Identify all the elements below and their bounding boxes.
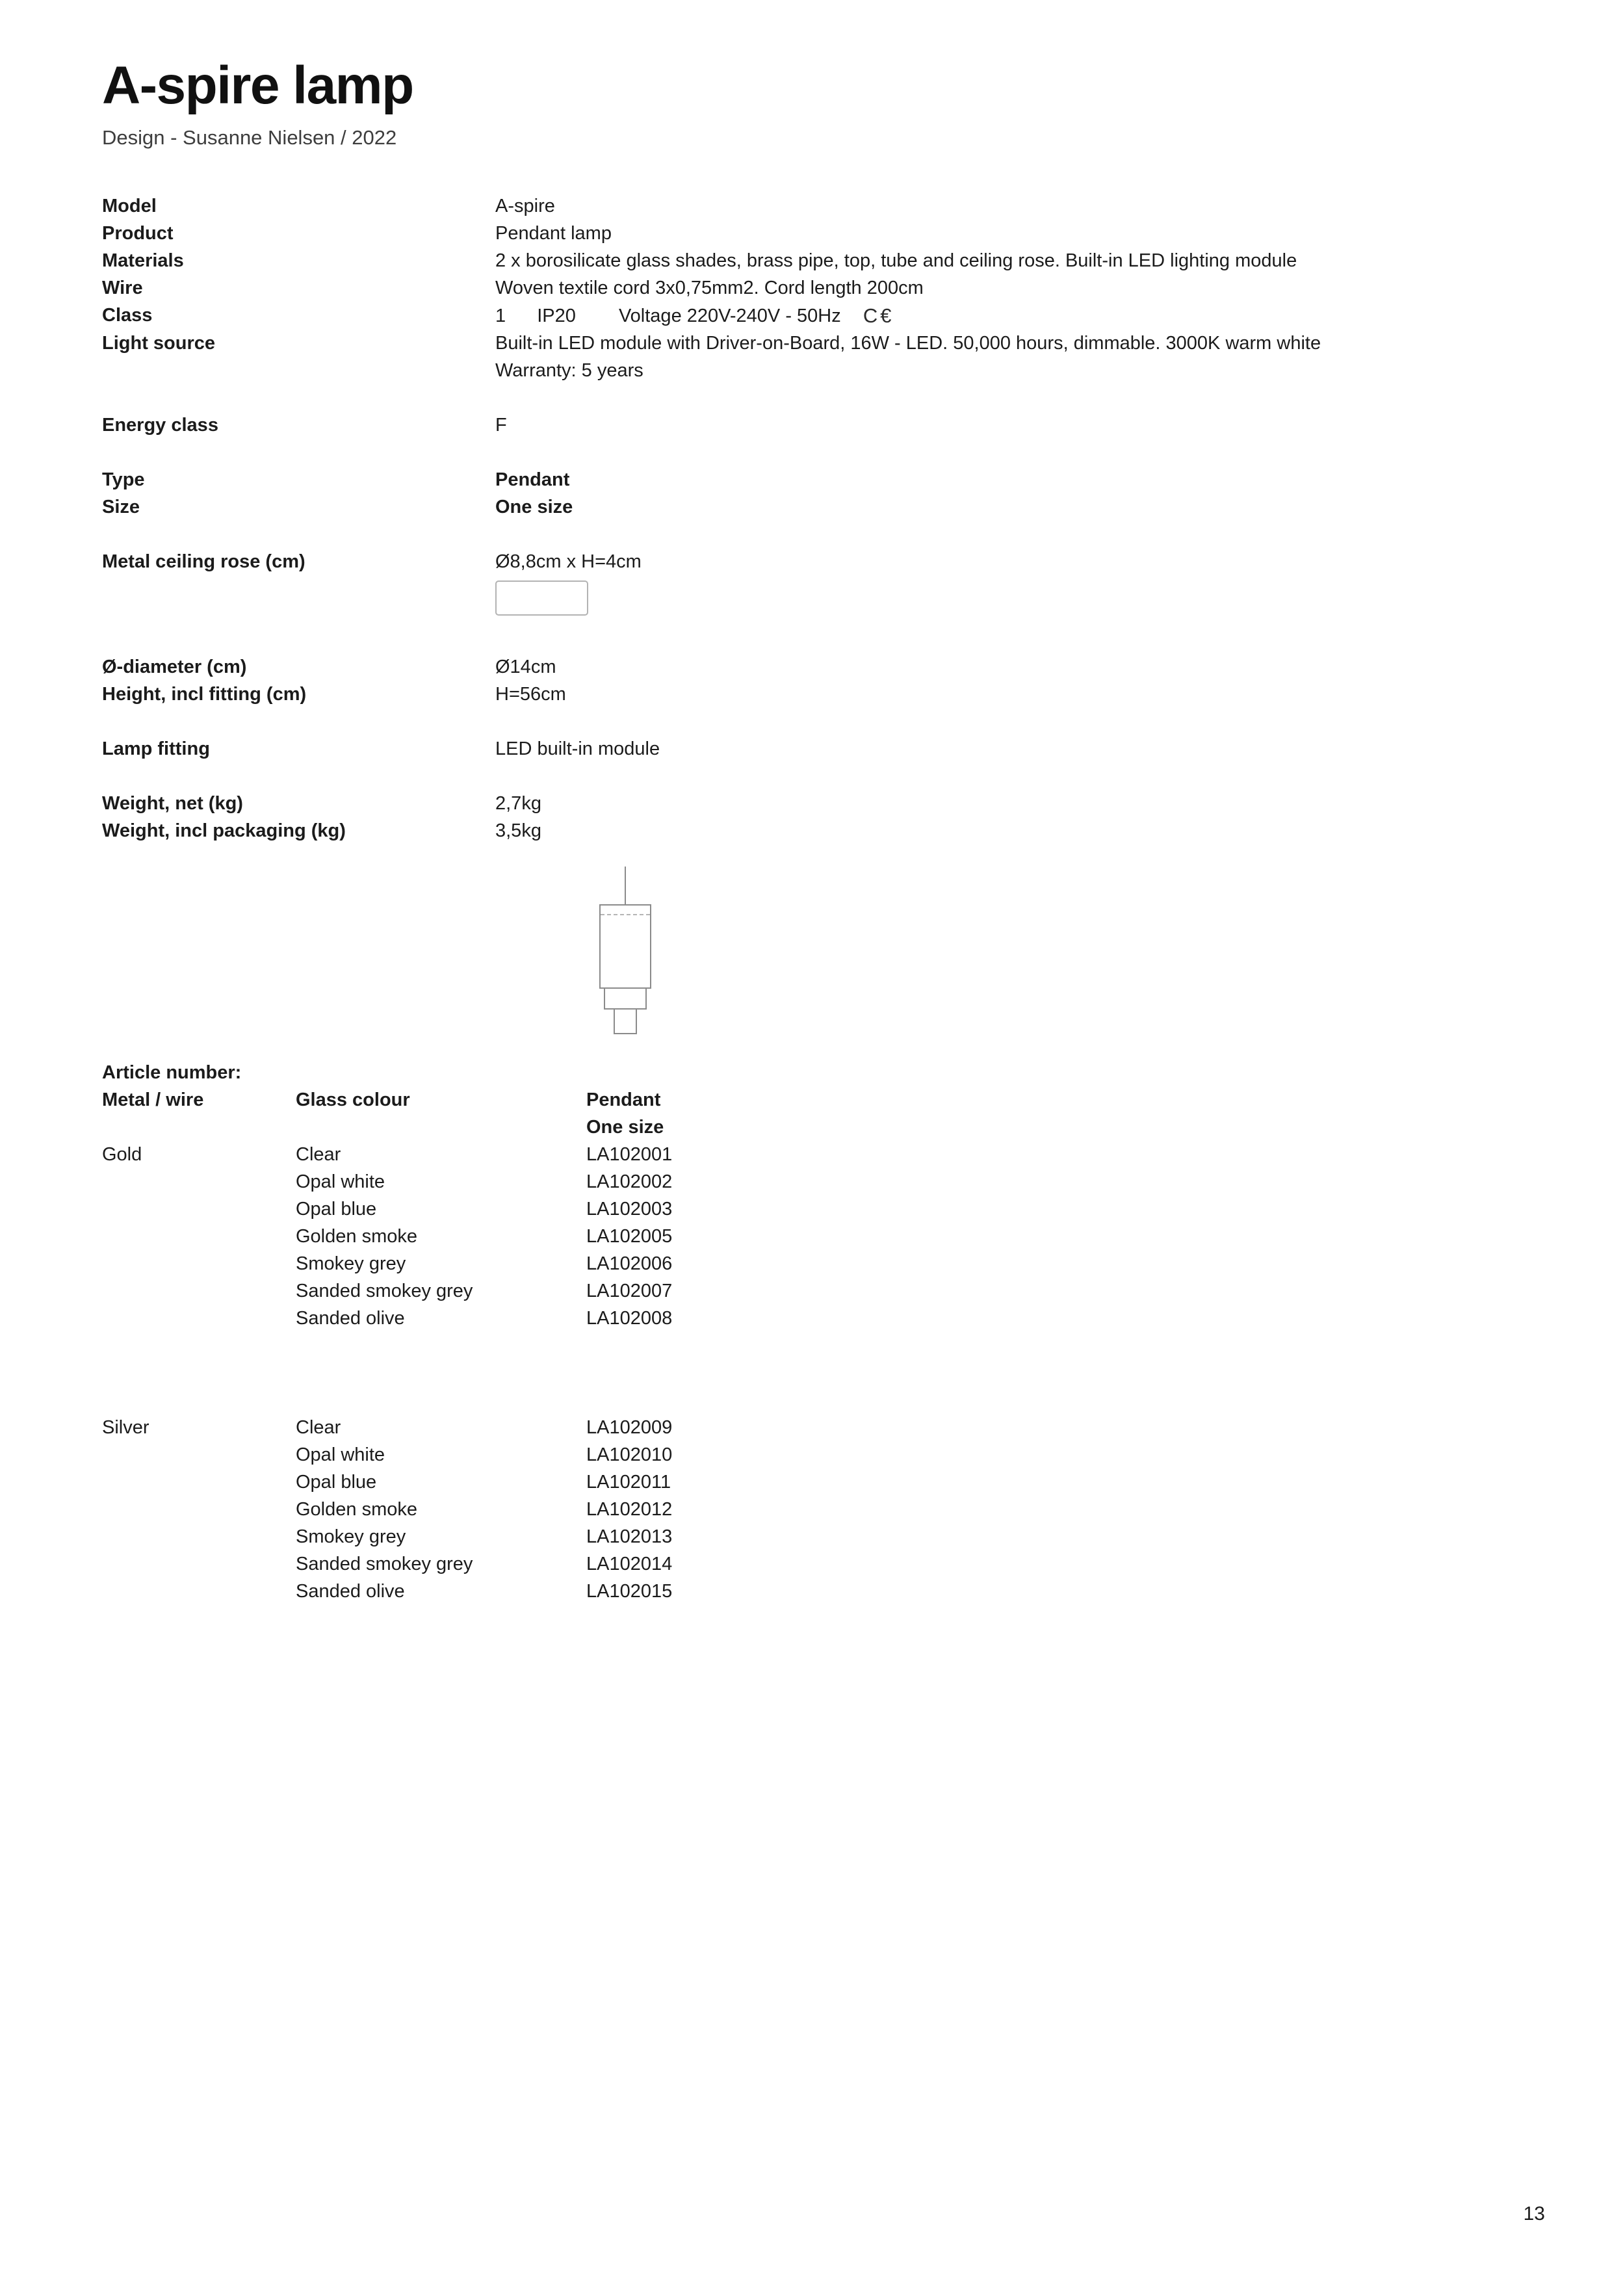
metal-label: Silver <box>102 1417 149 1438</box>
spec-row-height <box>102 681 1545 708</box>
spec-row-ceiling-rose <box>102 548 1545 575</box>
ceiling-rose-diagram <box>495 581 588 616</box>
article-number: LA102012 <box>586 1499 673 1520</box>
table-row <box>102 1277 1545 1305</box>
lamp-bottom-outline <box>614 1010 637 1034</box>
glass-colour: Sanded olive <box>296 1308 405 1329</box>
spec-value: 2 x borosilicate glass shades, brass pipe, top, tube and ceiling rose. Built-in LED lighting module <box>495 250 1297 271</box>
article-number: LA102007 <box>586 1281 673 1301</box>
article-number: LA102011 <box>586 1472 671 1493</box>
spec-value: H=56cm <box>495 684 566 705</box>
article-number: LA102001 <box>586 1144 673 1165</box>
glass-colour: Clear <box>296 1417 341 1438</box>
table-row <box>102 1305 1545 1332</box>
spec-section <box>102 192 1545 439</box>
table-row <box>102 1168 1545 1195</box>
article-number: LA102013 <box>586 1526 673 1547</box>
column-header-pendant: Pendant One size <box>586 1089 664 1138</box>
spec-label: Height, incl fitting (cm) <box>102 684 307 705</box>
page-title: A-spire lamp <box>102 56 413 115</box>
glass-colour: Opal white <box>296 1444 385 1465</box>
glass-colour: Opal blue <box>296 1472 377 1493</box>
table-row <box>102 1441 1545 1468</box>
dimensions-section <box>102 653 1545 708</box>
ip-rating: IP20 <box>537 306 576 326</box>
table-row <box>102 1468 1545 1496</box>
table-row <box>102 1223 1545 1250</box>
spec-row-model <box>102 192 1545 220</box>
fitting-section <box>102 735 1545 763</box>
article-number: LA102006 <box>586 1253 673 1274</box>
spec-label: Class <box>102 305 153 326</box>
voltage-spec: Voltage 220V-240V - 50Hz <box>618 306 841 326</box>
spec-row-fitting <box>102 735 1545 763</box>
glass-colour: Golden smoke <box>296 1226 417 1247</box>
spec-label: Weight, incl packaging (kg) <box>102 820 346 841</box>
weight-section <box>102 790 1545 844</box>
ceiling-rose-diagram-row <box>102 575 1545 616</box>
lamp-mid-outline <box>604 987 647 1010</box>
spec-value: A-spire <box>495 196 555 216</box>
spec-row-weight-pack <box>102 817 1545 844</box>
table-row <box>102 1414 1545 1441</box>
spec-row-materials <box>102 247 1545 274</box>
spec-row-size <box>102 493 1545 521</box>
spec-row-energy-class <box>102 411 1545 439</box>
article-group-gold <box>102 1141 1545 1332</box>
spec-label: Model <box>102 196 157 216</box>
glass-colour: Sanded smokey grey <box>296 1281 473 1301</box>
spec-value: 2,7kg <box>495 793 541 814</box>
article-number: LA102002 <box>586 1171 673 1192</box>
spec-label: Wire <box>102 278 143 298</box>
class-number: 1 <box>495 306 506 326</box>
type-size-section <box>102 466 1545 521</box>
spec-row-type <box>102 466 1545 493</box>
table-row <box>102 1496 1545 1523</box>
ceiling-rose-section <box>102 548 1545 616</box>
design-credit: Design - Susanne Nielsen / 2022 <box>102 126 397 149</box>
glass-colour: Sanded olive <box>296 1581 405 1602</box>
spec-label: Product <box>102 223 174 244</box>
article-number: LA102014 <box>586 1554 673 1574</box>
light-source-line2: Warranty: 5 years <box>495 360 643 381</box>
spec-row-diameter <box>102 653 1545 681</box>
article-table-header <box>102 1086 1545 1141</box>
ce-mark-icon: C€ <box>863 304 894 327</box>
article-number: LA102015 <box>586 1581 673 1602</box>
spec-value: 3,5kg <box>495 820 541 841</box>
spec-row-light-source <box>102 330 1545 384</box>
spec-label: Energy class <box>102 415 218 436</box>
article-group-silver <box>102 1414 1545 1605</box>
column-header-glass: Glass colour <box>296 1089 410 1110</box>
spec-row-weight-net <box>102 790 1545 817</box>
glass-colour: Opal blue <box>296 1199 377 1220</box>
table-row <box>102 1195 1545 1223</box>
spec-label: Size <box>102 497 140 517</box>
table-row <box>102 1250 1545 1277</box>
pendant-lamp-diagram <box>102 867 1545 1034</box>
article-number: LA102009 <box>586 1417 673 1438</box>
table-row <box>102 1523 1545 1550</box>
metal-label: Gold <box>102 1144 142 1165</box>
spec-label: Type <box>102 469 145 490</box>
table-row <box>102 1550 1545 1578</box>
glass-colour: Sanded smokey grey <box>296 1554 473 1574</box>
spec-row-product <box>102 220 1545 247</box>
spec-value: Woven textile cord 3x0,75mm2. Cord length 200cm <box>495 278 924 298</box>
spec-value: Pendant lamp <box>495 223 612 244</box>
article-number: LA102008 <box>586 1308 673 1329</box>
article-number-section <box>102 1059 1545 1605</box>
light-source-line1: Built-in LED module with Driver-on-Board, 16W - LED. 50,000 hours, dimmable. 3000K warm white <box>495 333 1321 354</box>
article-number: LA102003 <box>586 1199 673 1220</box>
spec-label: Lamp fitting <box>102 738 210 759</box>
glass-colour: Clear <box>296 1144 341 1165</box>
spec-label: Metal ceiling rose (cm) <box>102 551 305 572</box>
glass-colour: Smokey grey <box>296 1526 406 1547</box>
article-number: LA102010 <box>586 1444 673 1465</box>
article-number: LA102005 <box>586 1226 673 1247</box>
lamp-body-outline <box>599 904 651 989</box>
spec-value: One size <box>495 497 573 517</box>
spec-value: Ø14cm <box>495 657 556 677</box>
spec-label: Light source <box>102 333 216 354</box>
spec-label: Ø-diameter (cm) <box>102 657 247 677</box>
article-heading: Article number: <box>102 1062 242 1083</box>
spec-value: LED built-in module <box>495 738 660 759</box>
lamp-body-dash-line <box>601 914 650 915</box>
table-row <box>102 1578 1545 1605</box>
glass-colour: Smokey grey <box>296 1253 406 1274</box>
spec-value: Ø8,8cm x H=4cm <box>495 551 642 572</box>
spec-value: F <box>495 415 507 436</box>
lamp-cord-line <box>625 867 626 906</box>
glass-colour: Opal white <box>296 1171 385 1192</box>
column-header-metal: Metal / wire <box>102 1089 204 1110</box>
glass-colour: Golden smoke <box>296 1499 417 1520</box>
page-number: 13 <box>1523 2203 1545 2224</box>
spec-row-wire <box>102 274 1545 302</box>
spec-value <box>495 302 1509 330</box>
table-row <box>102 1141 1545 1168</box>
spec-value: Pendant <box>495 469 570 490</box>
spec-label: Weight, net (kg) <box>102 793 243 814</box>
spec-value <box>495 330 1509 384</box>
spec-row-class <box>102 302 1545 330</box>
spec-label: Materials <box>102 250 184 271</box>
